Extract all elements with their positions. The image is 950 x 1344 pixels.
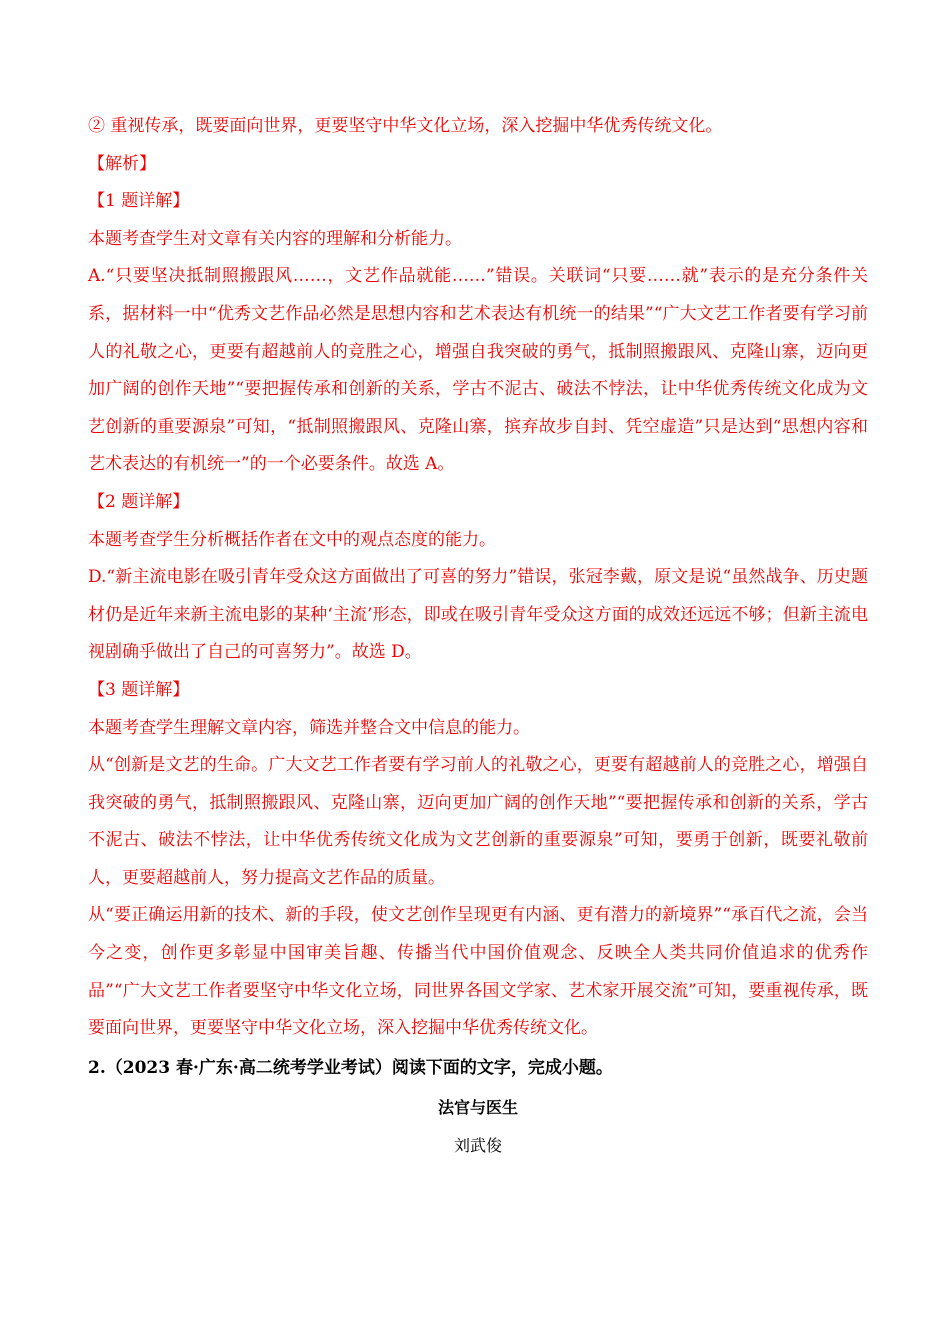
q1-summary: 本题考查学生对文章有关内容的理解和分析能力。 bbox=[88, 228, 462, 249]
q1-explanation: A.“只要坚决抵制照搬跟风……，文艺作品就能……”错误。关联词“只要……就”表示的是充分条件关系，据材料一中“优秀文艺作品必然是思想内容和艺术表达有机统一的结果”“广大文艺工作者要有学习前人的礼敬之心，更要有超越前人的竞胜之心，增强自我突破的勇气，抵制照搬跟风、克隆山寨，迈向更加广阔的创作天地”“要把握传承和创新的关系，学古不泥古、破法不悖法，让中华优秀传统文化成为文艺创新的重要源泉”可知，“抵制照搬跟风、克隆山寨，摈弃故步自封、凭空虚造”只是达到“思想内容和艺术表达的有机统一”的一个必要条件。故选 A。 bbox=[88, 266, 868, 475]
question-2-header: 2.（2023 春·广东·高二统考学业考试）阅读下面的文字，完成小题。 bbox=[88, 1057, 613, 1078]
q3-label: 【3 题详解】 bbox=[88, 679, 190, 700]
q3-paragraph-2: 从“要正确运用新的技术、新的手段，使文艺创作呈现更有内涵、更有潜力的新境界”“承百代之流，会当今之变，创作更多彰显中国审美旨趣、传播当代中国价值观念、反映全人类共同价值追求的优秀作品”“广大文艺工作者要坚守中华文化立场，同世界各国文学家、艺术家开展交流”可知，要重视传承，既要面向世界，更要坚守中华文化立场，深入挖掘中华优秀传统文化。 bbox=[88, 905, 868, 1039]
q1-label: 【1 题详解】 bbox=[88, 191, 190, 212]
article-title: 法官与医生 bbox=[437, 1098, 518, 1118]
q2-explanation: D.“新主流电影在吸引青年受众这方面做出了可喜的努力”错误，张冠李戴，原文是说“虽然战争、历史题材仍是近年来新主流电影的某种‘主流’形态，即或在吸引青年受众这方面的成效还远远不够；但新主流电视剧确乎做出了自己的可喜努力”。故选 D。 bbox=[88, 567, 868, 663]
document-page bbox=[88, 108, 868, 1163]
q3-paragraph-1: 从“创新是文艺的生命。广大文艺工作者要有学习前人的礼敬之心，更要有超越前人的竞胜之心，增强自我突破的勇气，抵制照搬跟风、克隆山寨，迈向更加广阔的创作天地”“要把握传承和创新的关系，学古不泥古、破法不悖法，让中华优秀传统文化成为文艺创新的重要源泉”可知，要勇于创新，既要礼敬前人，更要超越前人，努力提高文艺作品的质量。 bbox=[88, 755, 868, 888]
q2-summary: 本题考查学生分析概括作者在文中的观点态度的能力。 bbox=[88, 529, 496, 550]
q2-label: 【2 题详解】 bbox=[88, 491, 190, 512]
intro-line: ② 重视传承，既要面向世界，更要坚守中华文化立场，深入挖掘中华优秀传统文化。 bbox=[88, 116, 723, 136]
article-author: 刘武俊 bbox=[453, 1136, 502, 1156]
analysis-label: 【解析】 bbox=[88, 153, 156, 174]
q3-summary: 本题考查学生理解文章内容，筛选并整合文中信息的能力。 bbox=[88, 717, 530, 738]
